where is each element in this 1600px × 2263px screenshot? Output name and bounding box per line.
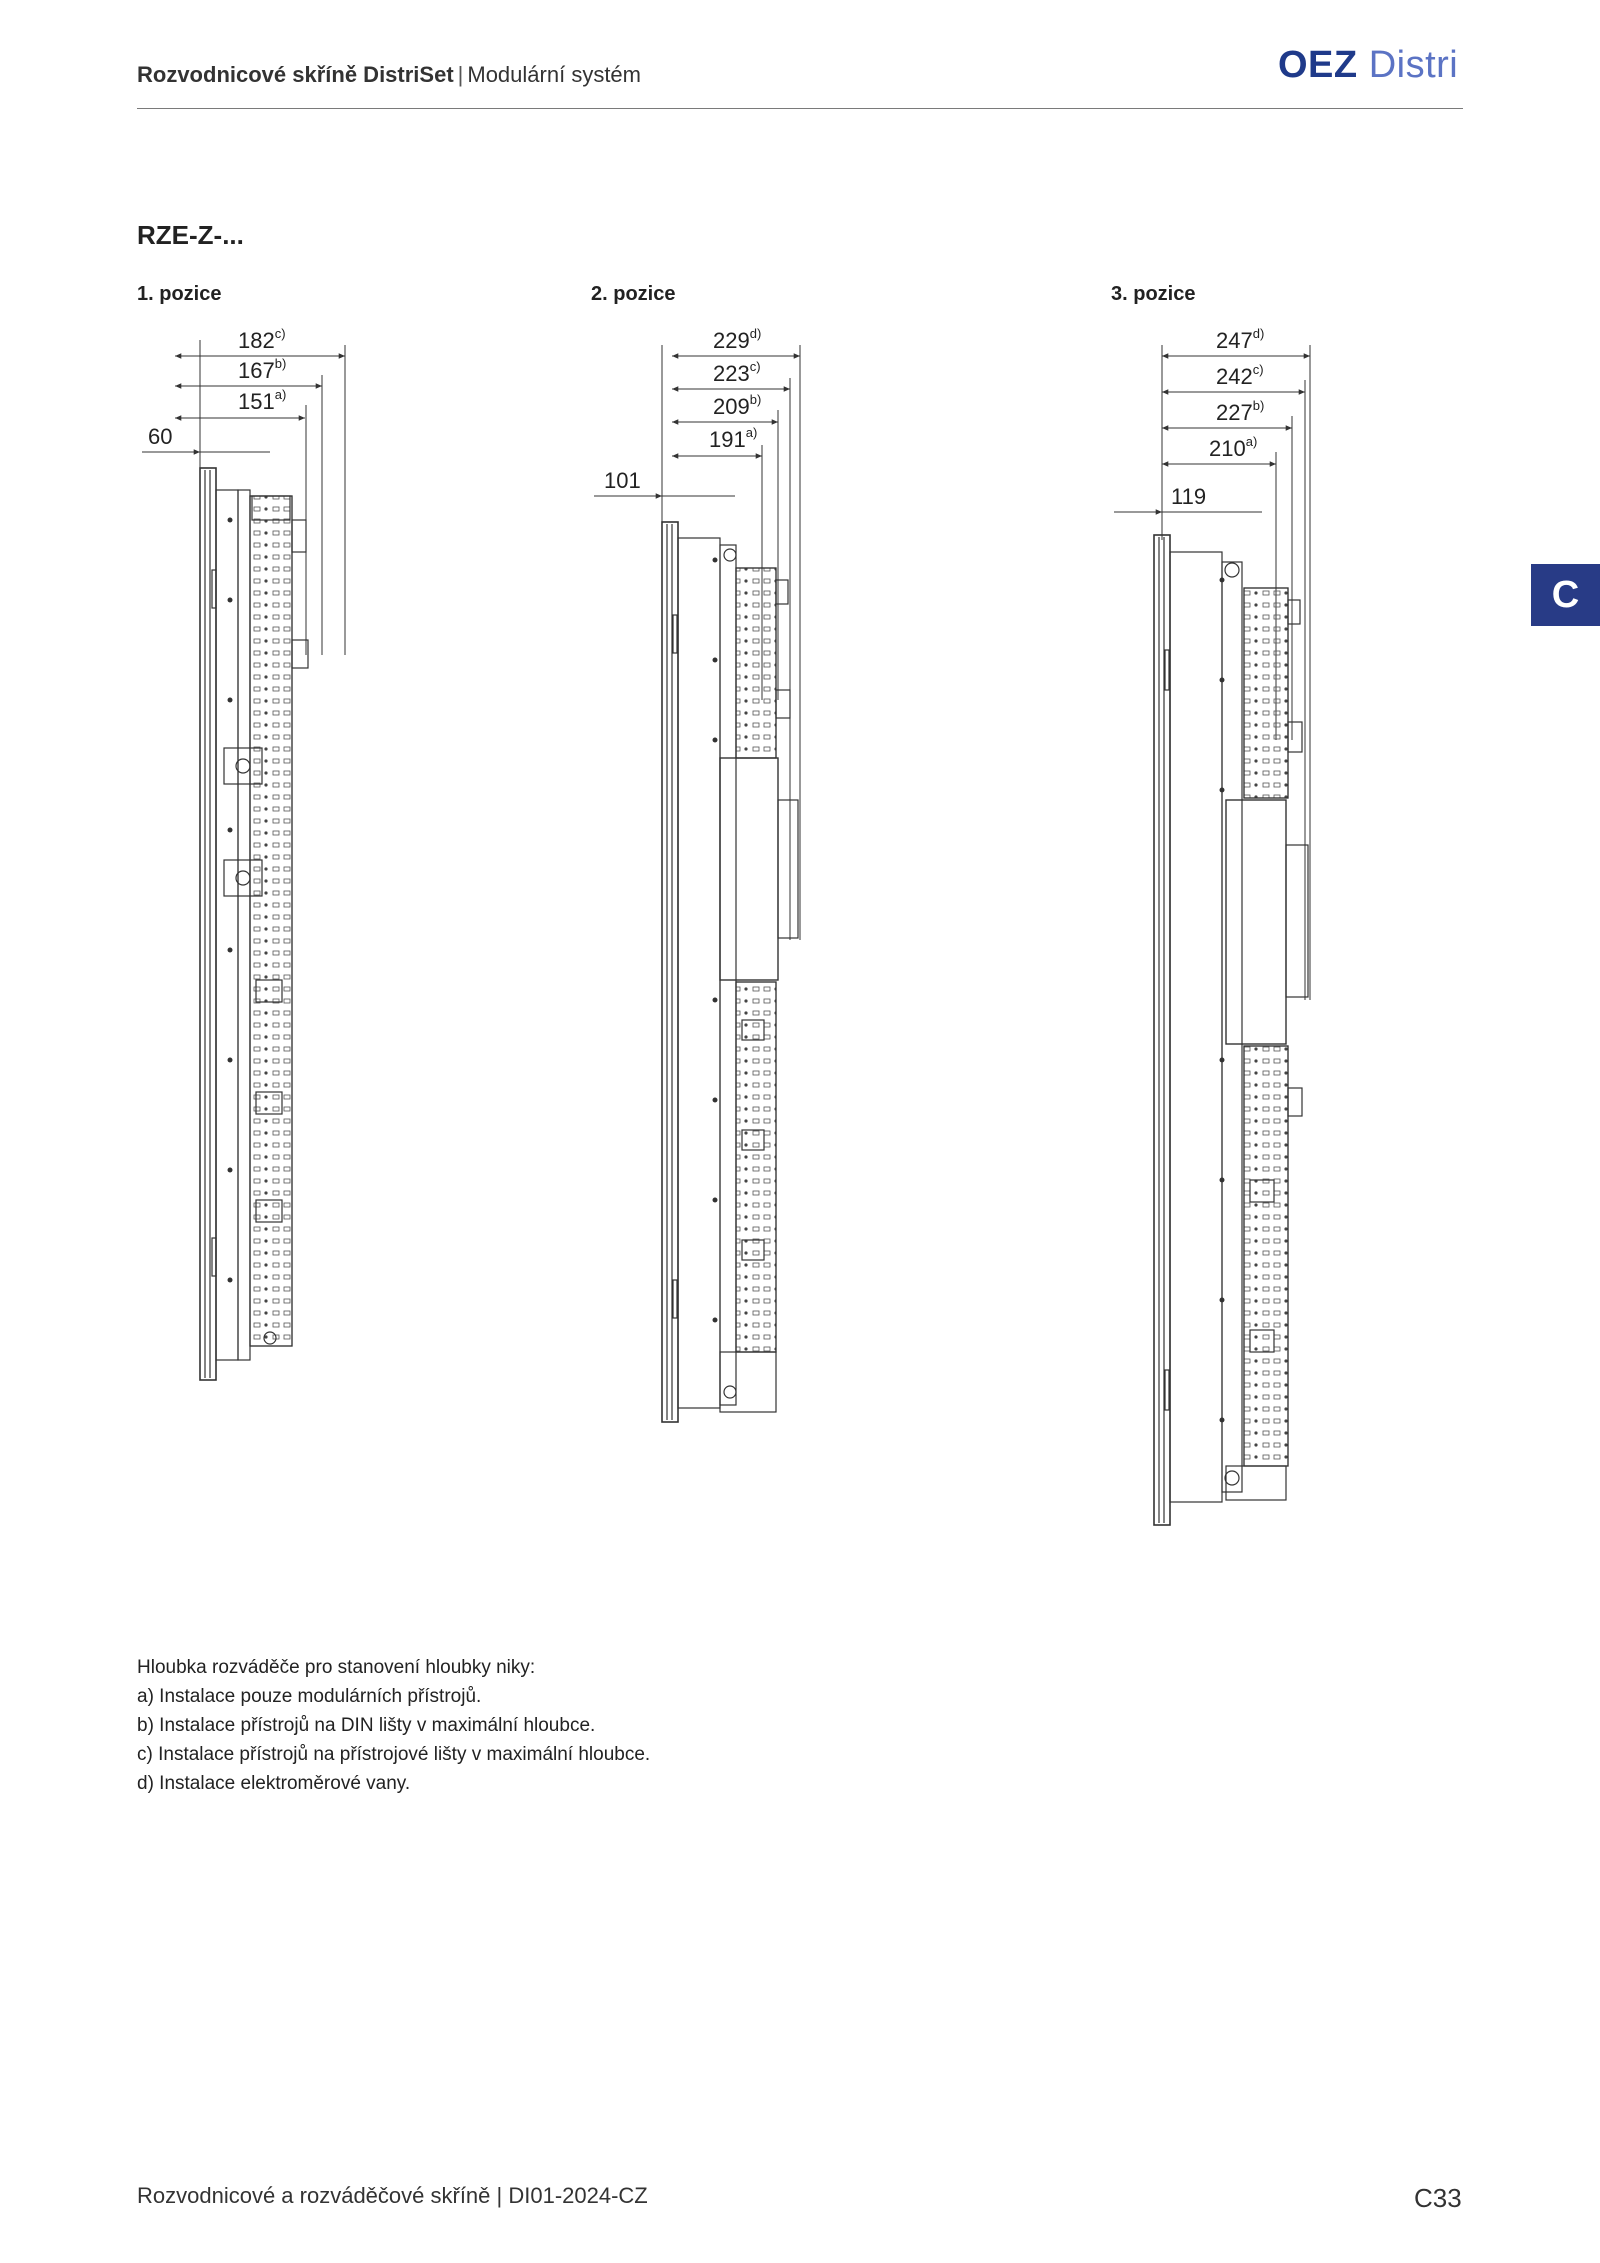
- note-item: a) Instalace pouze modulárních přístrojů.: [137, 1686, 482, 1707]
- position-3-label: 3. pozice: [1111, 283, 1196, 305]
- dimension-label: 182$^{c)}$: [238, 326, 286, 353]
- dimension-lines: [142, 340, 345, 655]
- dimension-label: 247$^{d)}$: [1216, 326, 1265, 353]
- dimension-label: 223$^{c)}$: [713, 359, 761, 386]
- logo-oez: OEZ: [1278, 44, 1358, 86]
- note-item: d) Instalace elektroměrové vany.: [137, 1773, 411, 1794]
- depth-notes: [137, 1653, 650, 1798]
- dimension-label: 191$^{a)}$: [709, 425, 758, 452]
- note-item: c) Instalace přístrojů na přístrojové lišty v maximální hloubce.: [137, 1744, 651, 1765]
- notes-heading: Hloubka rozváděče pro stanovení hloubky niky:: [137, 1657, 536, 1678]
- dimension-label: 227$^{b)}$: [1216, 398, 1265, 425]
- chapter-tab: C: [1531, 564, 1600, 626]
- header-separator: |: [457, 62, 464, 87]
- offset-dimension-label: 60: [148, 424, 173, 449]
- offset-dimension-label: 101: [604, 468, 641, 493]
- header-title-bold: Rozvodnicové skříně DistriSet: [137, 62, 454, 87]
- dimension-label: 210$^{a)}$: [1209, 434, 1258, 461]
- note-item: b) Instalace přístrojů na DIN lišty v maximální hloubce.: [137, 1715, 596, 1736]
- position-1-label: 1. pozice: [137, 283, 222, 305]
- logo-distri: Distri: [1368, 44, 1459, 86]
- position-1-drawing: [142, 340, 345, 1380]
- header-title-rest: Modulární systém: [467, 62, 641, 87]
- dimension-label: 151$^{a)}$: [238, 387, 287, 414]
- dimension-label: 229$^{d)}$: [713, 326, 762, 353]
- offset-dimension-label: 119: [1171, 484, 1207, 509]
- dimension-label: 167$^{b)}$: [238, 356, 287, 383]
- page-number: C33: [1414, 2183, 1462, 2213]
- footer-text: Rozvodnicové a rozváděčové skříně | DI01-2024-CZ: [137, 2183, 648, 2208]
- position-2-drawing: [594, 345, 800, 1422]
- position-3-drawing: [1114, 345, 1310, 1525]
- section-title: RZE-Z-...: [137, 220, 244, 250]
- dimension-label: 209$^{b)}$: [713, 392, 762, 419]
- position-2-label: 2. pozice: [591, 283, 676, 305]
- dimension-label: 242$^{c)}$: [1216, 362, 1264, 389]
